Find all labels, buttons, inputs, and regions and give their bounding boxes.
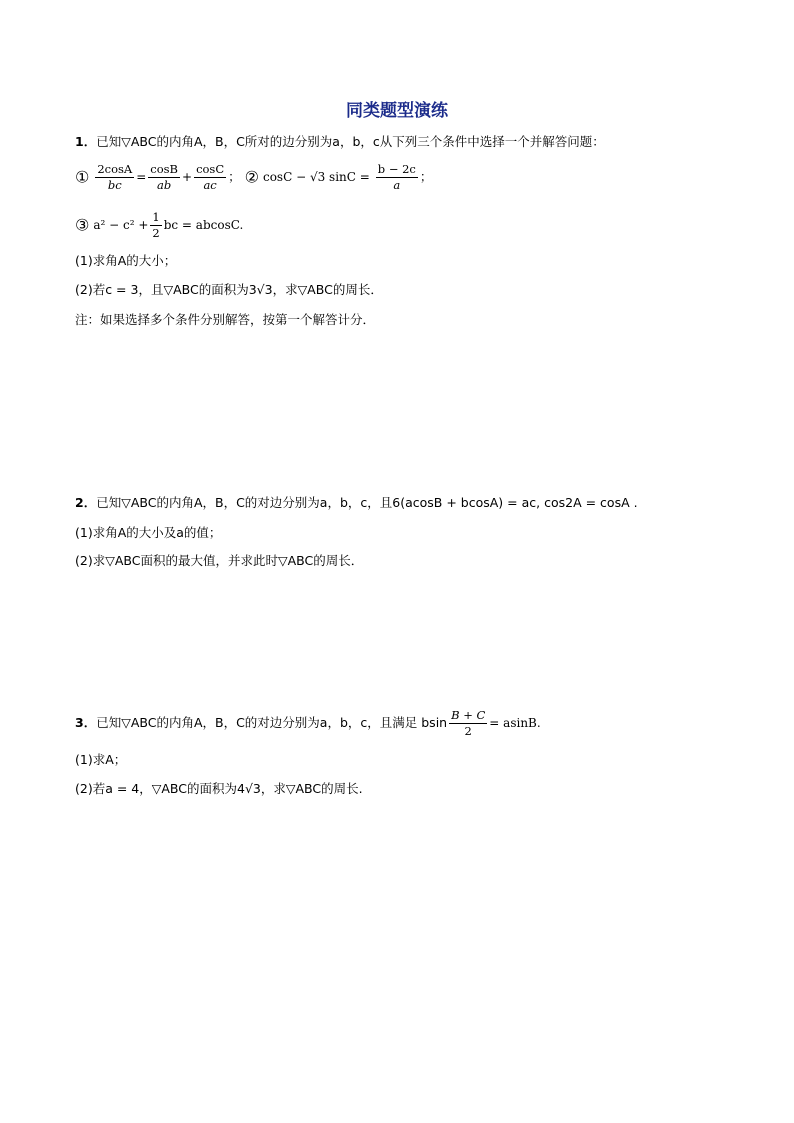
problem-3-sub-1: (1)求A；	[75, 752, 127, 767]
problem-1-text: 已知▽ABC的内角A，B，C所对的边分别为a，b，c从下列三个条件中选择一个并解答问题：	[96, 134, 605, 149]
problem-2-text: 已知▽ABC的内角A，B，C的对边分别为a，b，c，且6(acosB + bcosA) = ac, cos2A = cosA .	[96, 495, 638, 510]
problem-3-number: 3．	[75, 715, 97, 730]
problem-1-number: 1．	[75, 134, 97, 149]
condition-1-fraction-b: $\frac{\cos B}{ab}$	[150, 162, 178, 192]
condition-2-marker: ②	[244, 167, 259, 187]
condition-2-fraction: $\frac{b - 2c}{a}$	[377, 162, 416, 192]
problem-1-conditions-row: ① $\frac{2\cos A}{bc}$ = $\frac{\cos B}{ab}$ + $\frac{\cos C}{ac}$ ； ② cosC − √3 sinC = $\frac{b - 2c}{a}$ ；	[75, 162, 433, 192]
problem-3-sub-2: (2)若a = 4，▽ABC的面积为4√3，求▽ABC的周长.	[75, 781, 363, 796]
page-title: 同类题型演练	[346, 101, 448, 121]
problem-3-fraction: $\frac{B + C}{2}$	[451, 708, 486, 738]
condition-3-half: $\frac{1}{2}$	[152, 210, 160, 240]
problem-1-stem	[75, 133, 605, 151]
condition-3-marker: ③	[75, 215, 90, 235]
problem-2-sub-1: (1)求角A的大小及a的值；	[75, 525, 222, 540]
problem-1-sub-1: (1)求角A的大小；	[75, 253, 177, 268]
condition-2-left: cosC − √3 sinC =	[262, 170, 370, 184]
condition-3-right: bc = abcosC.	[163, 218, 244, 232]
problem-2-sub-2: (2)求▽ABC面积的最大值，并求此时▽ABC的周长．	[75, 553, 364, 568]
condition-1-fraction-c: $\frac{\cos C}{ac}$	[196, 162, 225, 192]
problem-1-sub-2: (2)若c = 3，且▽ABC的面积为3√3，求▽ABC的周长．	[75, 282, 383, 297]
problem-3-text: 已知▽ABC的内角A，B，C的对边分别为a，b，c，且满足 bsin	[96, 715, 448, 730]
problem-2-number: 2．	[75, 495, 97, 510]
problem-1-condition-3-row	[75, 210, 243, 241]
condition-3-left: a² − c² +	[93, 218, 149, 232]
problem-3-stem	[75, 708, 541, 739]
condition-1-marker: ①	[75, 167, 90, 187]
condition-1-fraction-a: $\frac{2\cos A}{bc}$	[97, 162, 133, 192]
problem-1-note: 注：如果选择多个条件分别解答，按第一个解答计分．	[75, 312, 376, 327]
problem-2-stem	[75, 494, 638, 512]
problem-3-text-end: = asinB.	[489, 716, 541, 730]
